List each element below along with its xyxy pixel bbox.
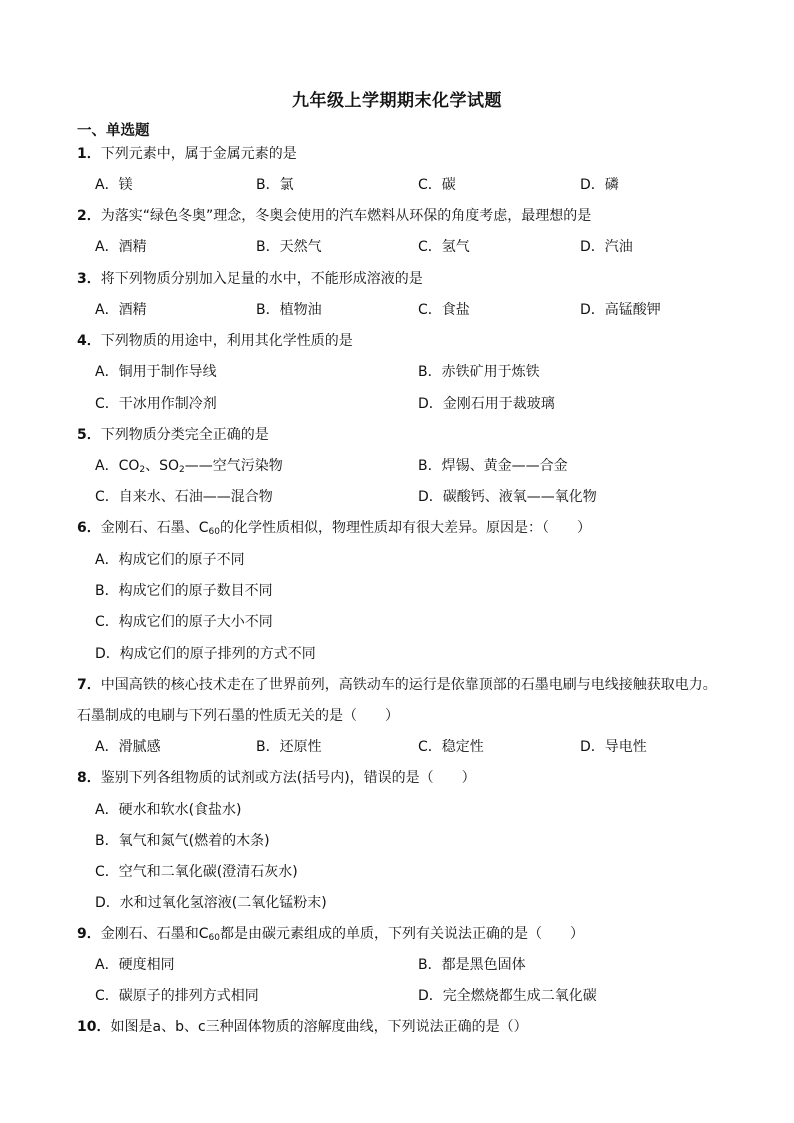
subscript: 60 [208, 933, 220, 943]
option-c: C．碳原子的排列方式相同 [95, 988, 259, 1004]
option-b: B．氧气和氮气(燃着的木条) [95, 833, 270, 849]
question-3 [77, 270, 423, 288]
question-number: 4． [77, 333, 101, 349]
option-a: A．硬水和软水(食盐水) [95, 802, 242, 818]
option-a: A．镁 [95, 177, 133, 193]
question-10 [77, 1018, 528, 1036]
option-a: A．硬度相同 [95, 957, 175, 973]
question-2 [77, 207, 591, 225]
question-5 [77, 426, 269, 444]
question-7 [77, 676, 717, 694]
question-9 [77, 925, 584, 947]
option-a: A．滑腻感 [95, 739, 161, 755]
option-b: B．焊锡、黄金——合金 [418, 458, 568, 474]
option-d: D．汽油 [580, 239, 633, 255]
question-number: 7． [77, 677, 101, 693]
option-b: B．都是黑色固体 [418, 957, 526, 973]
option-d: D．磷 [580, 177, 619, 193]
question-number: 3． [77, 271, 101, 287]
question-4 [77, 332, 353, 350]
option-b: B．氯 [256, 177, 294, 193]
option-b: B．植物油 [256, 302, 322, 318]
question-number: 5． [77, 427, 101, 443]
question-1 [77, 145, 297, 163]
option-c: C．自来水、石油——混合物 [95, 489, 273, 505]
question-text: 下列物质的用途中，利用其化学性质的是 [100, 333, 353, 349]
subscript: 60 [208, 527, 220, 537]
option-d: D．构成它们的原子排列的方式不同 [95, 646, 316, 662]
option-d: D．高锰酸钾 [580, 302, 661, 318]
question-text: 金刚石、石墨和C [100, 926, 209, 942]
option-c: C．食盐 [418, 302, 470, 318]
question-text: 下列物质分类完全正确的是 [100, 427, 269, 443]
question-text: 为落实“绿色冬奥”理念，冬奥会使用的汽车燃料从环保的角度考虑，最理想的是 [100, 208, 592, 224]
option-b: B．还原性 [256, 739, 322, 755]
question-6 [77, 519, 591, 541]
option-d: D．水和过氧化氢溶液(二氧化锰粉末) [95, 895, 327, 911]
question-text: 的化学性质相似，物理性质却有很大差异。原因是：（ ） [219, 520, 591, 536]
question-text: 金刚石、石墨、C [100, 520, 209, 536]
question-text: 如图是a、b、c三种固体物质的溶解度曲线，下列说法正确的是（） [110, 1019, 528, 1035]
question-number: 2． [77, 208, 101, 224]
question-text: 中国高铁的核心技术走在了世界前列，高铁动车的运行是依靠顶部的石墨电刷与电线接触获取电力。 [100, 677, 717, 693]
page-title: 九年级上学期期末化学试题 [292, 91, 502, 111]
question-number: 9． [77, 926, 101, 942]
question-text: 将下列物质分别加入足量的水中，不能形成溶液的是 [100, 271, 423, 287]
question-text: 下列元素中，属于金属元素的是 [100, 146, 297, 162]
subscript: 2 [179, 465, 185, 475]
option-a [95, 457, 283, 479]
option-a-text: ——空气污染物 [184, 458, 283, 474]
question-text: 鉴别下列各组物质的试剂或方法(括号内)，错误的是（ ） [100, 770, 476, 786]
option-d: D．金刚石用于裁玻璃 [418, 396, 555, 412]
option-d: D．碳酸钙、液氧——氧化物 [418, 489, 597, 505]
question-number: 1． [77, 146, 101, 162]
option-b: B．赤铁矿用于炼铁 [418, 364, 540, 380]
option-c: C．稳定性 [418, 739, 484, 755]
option-a-text: A．CO [95, 458, 140, 474]
option-a-text: 、SO [145, 458, 180, 474]
subscript: 2 [139, 465, 146, 475]
option-b: B．构成它们的原子数目不同 [95, 583, 273, 599]
section-heading: 一、单选题 [77, 123, 150, 139]
option-c: C．干冰用作制冷剂 [95, 396, 217, 412]
question-8 [77, 769, 476, 787]
option-b: B．天然气 [256, 239, 322, 255]
option-d: D．完全燃烧都生成二氧化碳 [418, 988, 597, 1004]
option-a: A．酒精 [95, 302, 147, 318]
question-7-continuation: 石墨制成的电刷与下列石墨的性质无关的是（ ） [77, 708, 399, 724]
option-c: C．构成它们的原子大小不同 [95, 614, 273, 630]
option-d: D．导电性 [580, 739, 647, 755]
option-c: C．氢气 [418, 239, 470, 255]
option-a: A．铜用于制作导线 [95, 364, 217, 380]
option-c: C．碳 [418, 177, 456, 193]
question-number: 6． [77, 520, 101, 536]
option-a: A．构成它们的原子不同 [95, 552, 245, 568]
option-a: A．酒精 [95, 239, 147, 255]
option-c: C．空气和二氧化碳(澄清石灰水) [95, 864, 298, 880]
question-text: 都是由碳元素组成的单质，下列有关说法正确的是（ ） [219, 926, 584, 942]
question-number: 8． [77, 770, 101, 786]
question-number: 10． [77, 1019, 111, 1035]
